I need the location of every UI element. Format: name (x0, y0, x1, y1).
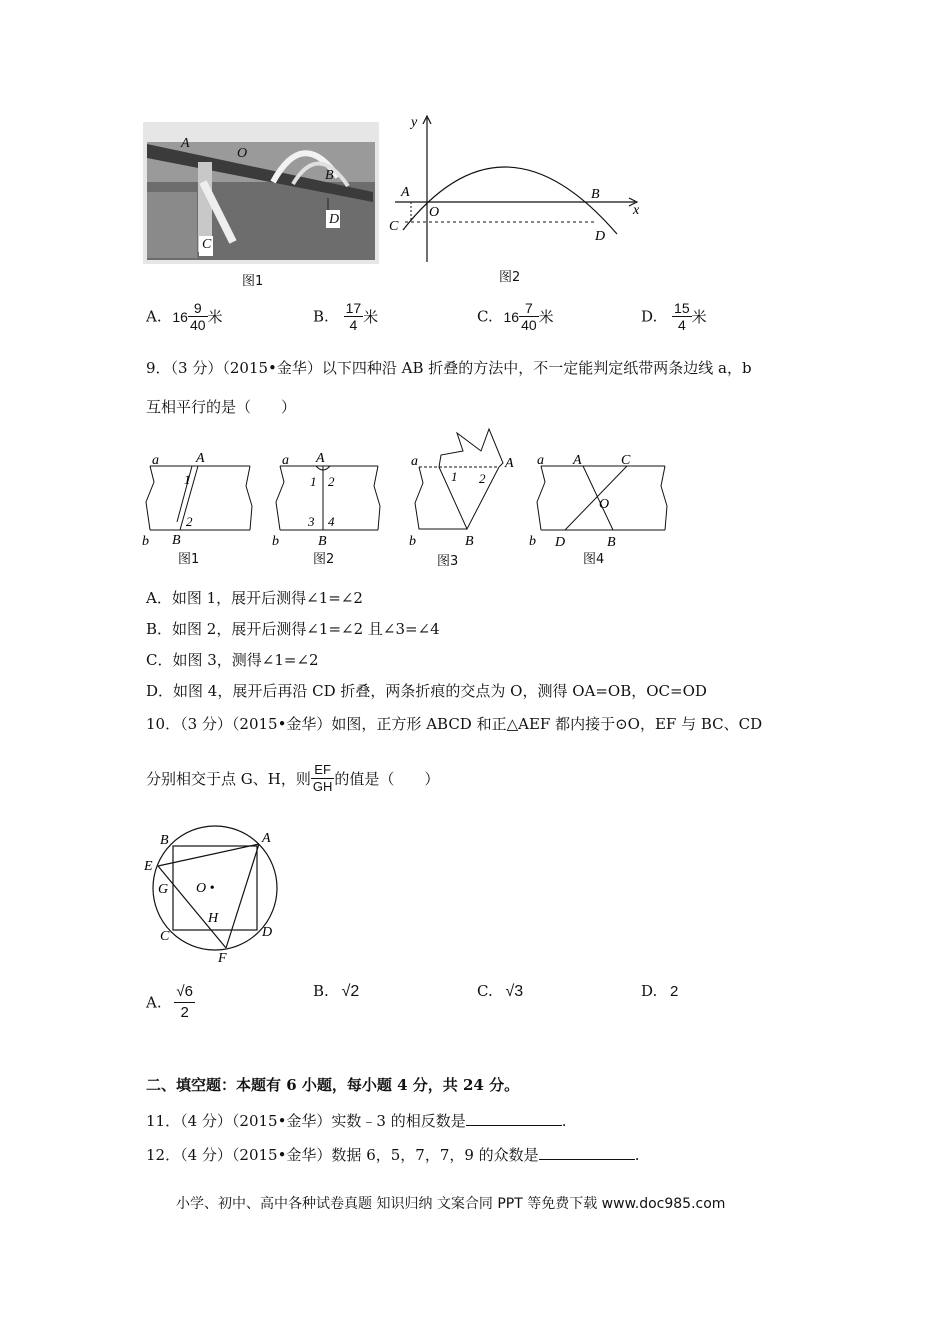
section2-heading: 二、填空题：本题有 6 小题，每小题 4 分，共 24 分。 (146, 1076, 520, 1094)
q10-option-a-fraction: $\frac{√6}{2}$ (176, 983, 193, 1021)
page-footer: 小学、初中、高中各种试卷真题 知识归纳 文案合同 PPT 等免费下载 www.doc985.com (176, 1196, 726, 1212)
svg-text:H: H (208, 911, 219, 926)
q9-fig3 (405, 425, 525, 550)
q10-circle-figure (140, 822, 285, 967)
q8-parabola-figure (385, 112, 650, 262)
svg-text:B: B (318, 534, 327, 548)
q9-fig2 (270, 448, 385, 548)
q8-option-c[interactable]: C. 16 $\frac{7}{40}$ 米 (477, 300, 554, 333)
svg-text:2: 2 (328, 474, 335, 489)
svg-text:a: a (411, 454, 418, 469)
q8-option-b-fraction: $\frac{17}{4}$ (345, 300, 362, 333)
svg-text:A: A (573, 453, 582, 468)
svg-text:2: 2 (479, 471, 486, 486)
svg-text:B: B (607, 535, 616, 548)
q8-fig2-caption: 图2 (499, 270, 521, 285)
svg-text:E: E (144, 859, 153, 874)
svg-text:G: G (158, 882, 169, 897)
q8-fig1-label-A: A (181, 136, 190, 151)
q8-option-c-whole: 16 (503, 308, 520, 325)
q9-option-d[interactable]: D．如图 4，展开后再沿 CD 折叠，两条折痕的交点为 O，测得 OA=OB，OC=OD (146, 682, 707, 700)
q12-line: 12．（4 分）（2015•金华）数据 6，5，7，7，9 的众数是 . (146, 1146, 640, 1164)
svg-text:2: 2 (186, 514, 193, 529)
svg-text:B: B (465, 534, 474, 549)
q10-option-c[interactable]: C. √3 (477, 982, 524, 1000)
q8-fig1-label-O: O (237, 146, 248, 161)
q10-stem-line2: 分别相交于点 G、H，则 $\frac{EF}{GH}$ 的值是（ ） (146, 762, 440, 794)
svg-text:b: b (272, 534, 279, 548)
q8-option-b[interactable]: B. $\frac{17}{4}$ 米 (313, 300, 379, 333)
svg-text:3: 3 (308, 514, 315, 529)
q8-option-a-fraction: $\frac{9}{40}$ (189, 300, 206, 333)
q9-stem-line2: 互相平行的是（ ） (146, 398, 297, 416)
q10-option-d[interactable]: D. 2 (641, 982, 679, 1000)
q9-fig1-caption: 图1 (178, 552, 200, 567)
svg-text:1: 1 (451, 469, 458, 484)
svg-text:1: 1 (184, 472, 191, 487)
q9-option-b[interactable]: B．如图 2，展开后测得∠1=∠2 且∠3=∠4 (146, 620, 440, 638)
q8-fig2-label-C: C (389, 219, 399, 234)
q8-fig2-label-A: A (401, 185, 410, 200)
q8-fig1-label-D: D (329, 212, 340, 227)
svg-text:A: A (505, 456, 514, 471)
svg-text:O: O (599, 497, 610, 512)
q8-fig1-caption: 图1 (242, 274, 264, 289)
q8-fig1-label-B: B (325, 168, 334, 183)
q10-stem-line1: 10．（3 分）（2015•金华）如图，正方形 ABCD 和正△AEF 都内接于⊙O，EF 与 BC、CD (146, 715, 763, 733)
q8-fig2-label-D: D (595, 229, 606, 244)
q8-photo-figure (143, 122, 379, 264)
q10-ratio-fraction: $\frac{EF}{GH}$ (312, 762, 333, 794)
svg-text:b: b (529, 534, 536, 548)
q8-option-c-fraction: $\frac{7}{40}$ (521, 300, 537, 333)
q9-fig2-caption: 图2 (313, 552, 335, 567)
svg-text:B: B (160, 833, 169, 848)
svg-text:A: A (196, 451, 205, 466)
q8-option-a-whole: 16 (172, 308, 188, 325)
q9-fig4-caption: 图4 (583, 552, 605, 567)
q8-fig2-label-B: B (591, 187, 600, 202)
svg-text:F: F (218, 951, 227, 966)
svg-text:C: C (621, 453, 631, 468)
svg-text:1: 1 (310, 474, 317, 489)
q9-option-a[interactable]: A．如图 1，展开后测得∠1=∠2 (146, 589, 363, 607)
svg-text:O •: O • (196, 881, 215, 896)
q10-option-a[interactable]: A. $\frac{√6}{2}$ (146, 983, 193, 1021)
svg-text:a: a (152, 453, 159, 468)
q8-fig2-y-axis-label: y (411, 115, 418, 130)
svg-text:A: A (262, 831, 271, 846)
q11-line: 11．（4 分）（2015•金华）实数﹣3 的相反数是 . (146, 1112, 567, 1130)
q8-fig2-label-O: O (429, 205, 440, 220)
svg-text:a: a (537, 453, 544, 468)
svg-text:b: b (409, 534, 416, 549)
svg-text:A: A (316, 451, 325, 466)
svg-text:C: C (160, 929, 170, 944)
q8-option-a[interactable]: A. 16 $\frac{9}{40}$ 米 (146, 300, 223, 333)
q9-stem-line1: 9．（3 分）（2015•金华）以下四种沿 AB 折叠的方法中，不一定能判定纸带两条边线 a，b (146, 359, 752, 377)
svg-text:b: b (142, 534, 149, 548)
svg-text:D: D (555, 535, 566, 548)
q11-answer-blank[interactable] (466, 1111, 562, 1126)
svg-text:B: B (172, 533, 181, 548)
q8-fig2-x-axis-label: x (633, 203, 640, 218)
q8-fig1-label-C: C (202, 237, 212, 252)
svg-text:4: 4 (328, 514, 335, 529)
q12-answer-blank[interactable] (539, 1145, 635, 1160)
q9-fig3-caption: 图3 (437, 554, 459, 569)
q9-fig4 (527, 448, 672, 548)
svg-text:a: a (282, 453, 289, 468)
svg-text:D: D (262, 925, 273, 940)
q10-option-b[interactable]: B. √2 (313, 982, 360, 1000)
q8-option-d[interactable]: D. $\frac{15}{4}$ 米 (641, 300, 707, 333)
q8-option-d-fraction: $\frac{15}{4}$ (674, 300, 690, 333)
q9-option-c[interactable]: C．如图 3，测得∠1=∠2 (146, 651, 319, 669)
q9-fig1 (140, 448, 255, 548)
